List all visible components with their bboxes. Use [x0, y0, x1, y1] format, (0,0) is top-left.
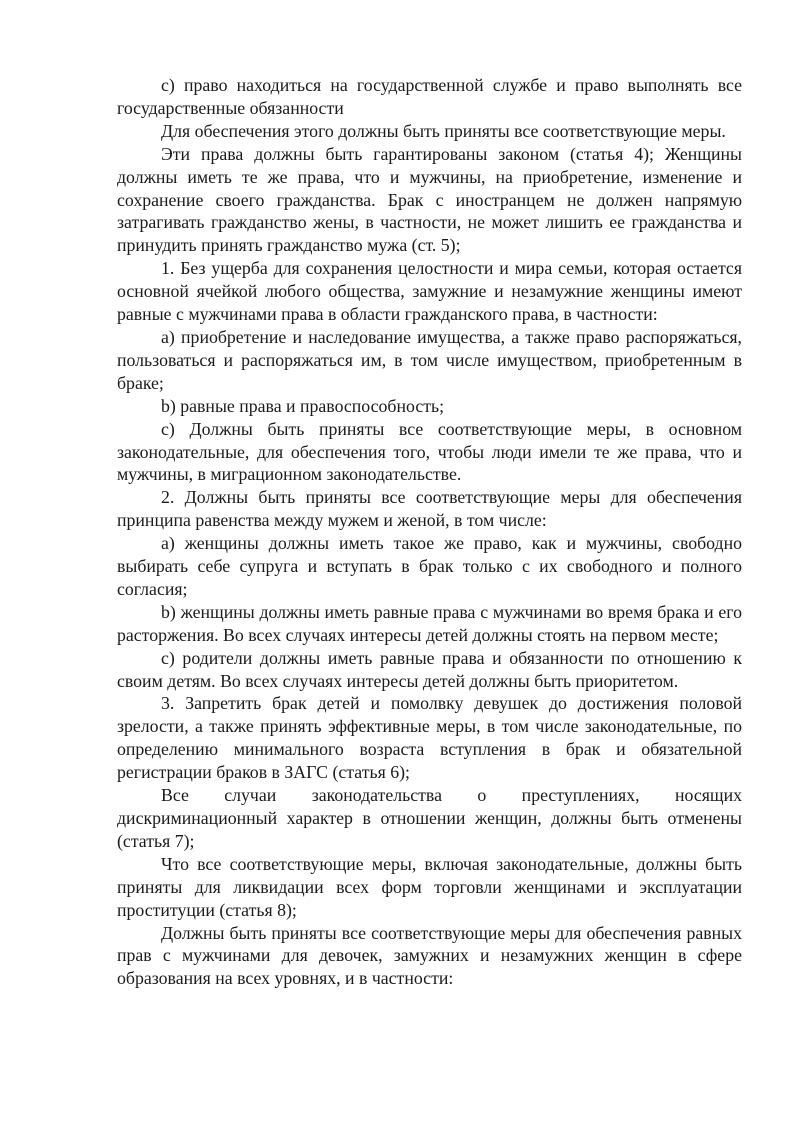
paragraph-article-4-5: Эти права должны быть гарантированы законом (статья 4); Женщины должны иметь те же права, что и мужчины, на приобретение, изменение и сохранение своего гражданства. Брак с иностранцем не должен напрямую затрагивать гражданство жены, в частности, не может лишить ее гражданства и принудить принять гражданство мужа (ст. 5);	[117, 143, 742, 256]
paragraph-article-7: Все случаи законодательства о преступлениях, носящих дискриминационный характер в отношении женщин, должны быть отменены (статья 7);	[117, 785, 742, 851]
paragraph-measures-1: Для обеспечения этого должны быть приняты все соответствующие меры.	[161, 120, 726, 141]
paragraph-a-property: а) приобретение и наследование имущества, а также право распоряжаться, пользоваться и распоряжаться им, в том числе имуществом, приобретенным в браке;	[117, 326, 742, 393]
paragraph-c-migration: с) Должны быть приняты все соответствующие меры, в основном законодательные, для обеспечения того, чтобы люди имели те же права, что и мужчины, в миграционном законодательстве.	[117, 418, 742, 485]
paragraph-a-spouse-choice: а) женщины должны иметь такое же право, как и мужчины, свободно выбирать себе супруга и вступать в брак только с их свободного и полного согласия;	[117, 533, 742, 599]
paragraph-b-legal-capacity: b) равные права и правоспособность;	[161, 395, 445, 416]
paragraph-b-marriage-rights: b) женщины должны иметь равные права с мужчинами во время брака и его расторжения. Во всех случаях интересы детей должны стоять на первом месте;	[117, 601, 742, 645]
paragraph-3-child-marriage: 3. Запретить брак детей и помолвку девушек до достижения половой зрелости, а также принять эффективные меры, в том числе законодательные, по определению минимального возраста вступления в брак и обязательной регистрации браков в ЗАГС (статья 6);	[117, 693, 742, 783]
paragraph-c-parents: с) родители должны иметь равные права и обязанности по отношению к своим детям. Во всех случаях интересы детей должны быть приоритетом.	[117, 647, 742, 691]
paragraph-education: Должны быть приняты все соответствующие меры для обеспечения равных прав с мужчинами для девочек, замужних и незамужних женщин в сфере образования на всех уровнях, и в частности:	[117, 922, 742, 989]
paragraph-c-public-service: с) право находиться на государственной службе и право выполнять все государственные обязанности	[117, 75, 742, 118]
paragraph-1-civil-law: 1. Без ущерба для сохранения целостности и мира семьи, которая остается основной ячейкой любого общества, замужние и незамужние женщины имеют равные с мужчинами права в области гражданского права, в частности:	[117, 258, 742, 325]
paragraph-article-8: Что все соответствующие меры, включая законодательные, должны быть приняты для ликвидации всех форм торговли женщинами и эксплуатации проституции (статья 8);	[117, 853, 742, 920]
paragraph-2-equality: 2. Должны быть приняты все соответствующие меры для обеспечения принципа равенства между мужем и женой, в том числе:	[117, 487, 742, 531]
document-body	[117, 74, 742, 990]
